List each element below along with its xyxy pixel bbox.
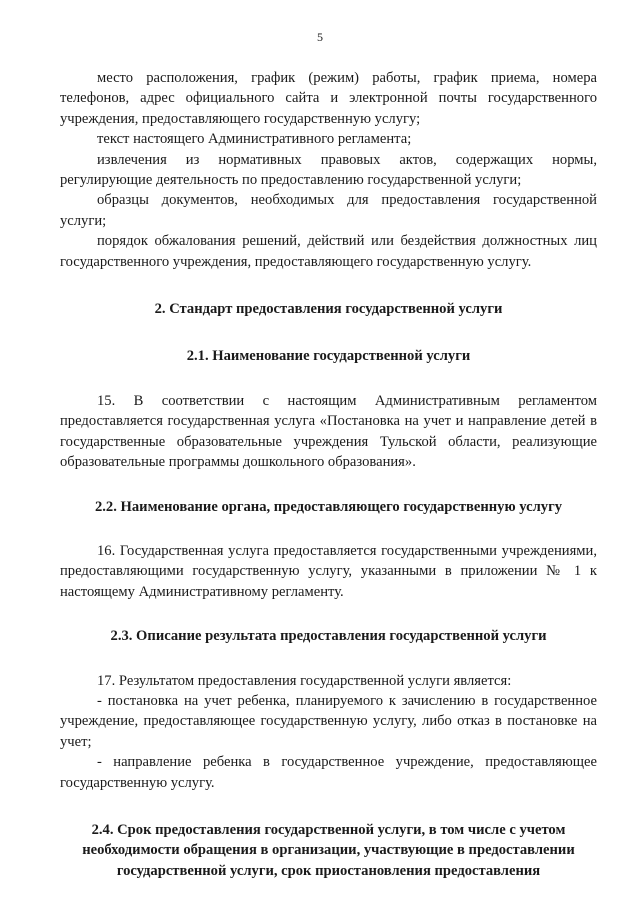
- section-2-4-title-line-3: государственной услуги, срок приостановления предоставления: [116, 862, 541, 879]
- intro-paragraph-4: образцы документов, необходимых для предоставления государственной услуги;: [60, 192, 597, 229]
- paragraph-16: 16. Государственная услуга предоставляется государственными учреждениями, предоставляющими государственную услугу, указанными в приложении № 1 к настоящему Административному регламенту.: [60, 542, 597, 600]
- document-body: [60, 68, 597, 881]
- paragraph-17: 17. Результатом предоставления государственной услуги является:: [97, 672, 512, 689]
- paragraph-17-item-2: - направление ребенка в государственное учреждение, предоставляющее государственную услугу.: [60, 754, 597, 791]
- section-2-2-title: 2.2. Наименование органа, предоставляющего государственную услугу: [94, 498, 563, 515]
- section-2-title: 2. Стандарт предоставления государственной услуги: [154, 301, 503, 318]
- page-number: 5: [317, 30, 323, 44]
- intro-paragraph-3: извлечения из нормативных правовых актов, содержащих нормы, регулирующие деятельность по предоставлению государственной услуги;: [60, 151, 597, 189]
- section-2-1-title: 2.1. Наименование государственной услуги: [186, 348, 471, 365]
- intro-paragraph-5: порядок обжалования решений, действий или бездействия должностных лиц государственного учреждения, предоставляющего государственную услугу.: [60, 233, 597, 270]
- section-2-4-title-line-2: необходимости обращения в организации, участвующие в предоставлении: [82, 842, 575, 859]
- section-2-4-title-line-1: 2.4. Срок предоставления государственной услуги, в том числе с учетом: [91, 821, 566, 838]
- section-2-3-title: 2.3. Описание результата предоставления государственной услуги: [110, 628, 547, 645]
- intro-paragraph-1: место расположения, график (режим) работы, график приема, номера телефонов, адрес официального сайта и электронной почты государственного учреждения, предоставляющего государственную услугу;: [60, 70, 597, 127]
- intro-paragraph-2: текст настоящего Административного регламента;: [97, 131, 412, 148]
- paragraph-15: 15. В соответствии с настоящим Административным регламентом предоставляется государственная услуга «Постановка на учет и направление детей в государственные образовательные учреждения Тульской области, реализующие образовательные программы дошкольного образования».: [60, 392, 597, 471]
- paragraph-17-item-1: - постановка на учет ребенка, планируемого к зачислению в государственное учреждение, предоставляющее государственную услугу, либо отказ в постановке на учет;: [60, 692, 597, 750]
